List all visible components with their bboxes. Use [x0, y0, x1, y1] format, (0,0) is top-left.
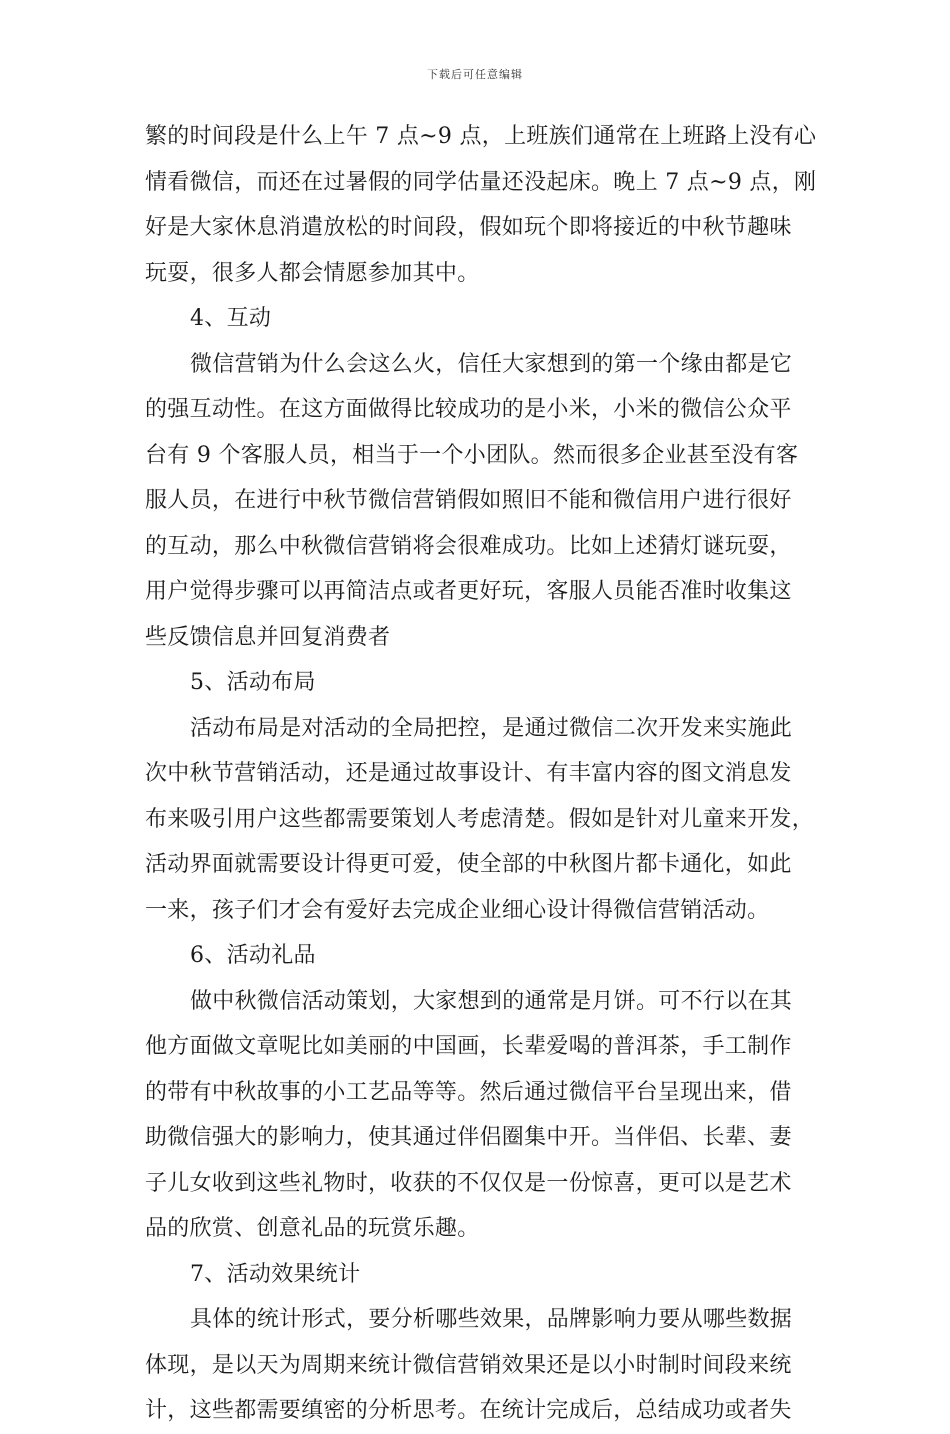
text-line: 4、互动: [190, 306, 272, 331]
text-line: 品的欣赏、创意礼品的玩赏乐趣。: [145, 1216, 480, 1241]
text-line: 情看微信，而还在过暑假的同学估量还没起床。晚上 7 点~9 点，刚: [145, 169, 817, 195]
text-line: 他方面做文章呢比如美丽的中国画，长辈爱喝的普洱茶，手工制作: [145, 1034, 792, 1059]
text-line: 做中秋微信活动策划，大家想到的通常是月饼。可不行以在其: [190, 988, 793, 1014]
text-line: 活动界面就需要设计得更可爱，使全部的中秋图片都卡通化，如此: [145, 852, 792, 877]
text-line: 次中秋节营销活动，还是通过故事设计、有丰富内容的图文消息发: [145, 761, 792, 786]
text-line: 体现，是以天为周期来统计微信营销效果还是以小时制时间段来统: [145, 1352, 792, 1378]
text-line: 玩耍，很多人都会情愿参加其中。: [145, 260, 480, 286]
text-line: 的互动，那么中秋微信营销将会很难成功。比如上述猜灯谜玩耍，: [145, 533, 792, 559]
text-line: 5、活动布局: [190, 670, 316, 695]
text-line: 微信营销为什么会这么火，信任大家想到的第一个缘由都是它: [190, 351, 793, 377]
text-line: 用户觉得步骤可以再简洁点或者更好玩，客服人员能否准时收集这: [145, 579, 792, 604]
text-line: 活动布局是对活动的全局把控，是通过微信二次开发来实施此: [190, 715, 793, 741]
text-line: 助微信强大的影响力，使其通过伴侣圈集中开。当伴侣、长辈、妻: [145, 1125, 792, 1150]
text-line: 子儿女收到这些礼物时，收获的不仅仅是一份惊喜，更可以是艺术: [145, 1170, 792, 1196]
text-line: 7、活动效果统计: [190, 1261, 361, 1287]
text-line: 的强互动性。在这方面做得比较成功的是小米，小米的微信公众平: [145, 397, 792, 422]
text-line: 服人员，在进行中秋节微信营销假如照旧不能和微信用户进行很好: [145, 488, 792, 513]
text-line: 些反馈信息并回复消费者: [145, 624, 391, 650]
text-line: 布来吸引用户这些都需要策划人考虑清楚。假如是针对儿童来开发，: [145, 806, 815, 832]
text-line: 具体的统计形式，要分析哪些效果，品牌影响力要从哪些数据: [190, 1307, 793, 1332]
text-line: 6、活动礼品: [190, 943, 316, 968]
text-line: 计，这些都需要缜密的分析思考。在统计完成后，总结成功或者失: [145, 1398, 792, 1423]
text-line: 好是大家休息消遣放松的时间段，假如玩个即将接近的中秋节趣味: [145, 215, 792, 240]
text-line: 一来，孩子们才会有爱好去完成企业细心设计得微信营销活动。: [145, 897, 770, 923]
page-header: 下载后可任意编辑: [427, 68, 523, 81]
text-line: 繁的时间段是什么上午 7 点~9 点，上班族们通常在上班路上没有心: [145, 124, 817, 149]
text-line: 台有 9 个客服人员，相当于一个小团队。然而很多企业甚至没有客: [145, 442, 799, 468]
document-body: [145, 114, 817, 1434]
text-line: 的带有中秋故事的小工艺品等等。然后通过微信平台呈现出来，借: [145, 1079, 792, 1105]
